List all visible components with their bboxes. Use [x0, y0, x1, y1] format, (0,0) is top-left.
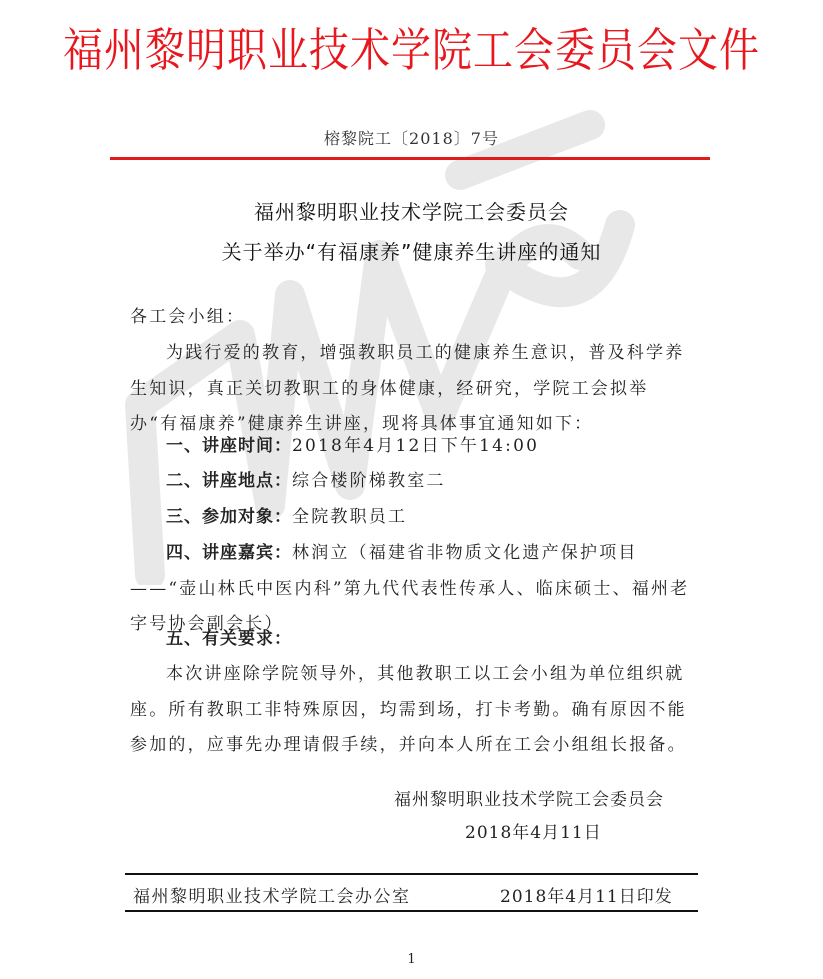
- item-value: 2018年4月12日下午14:00: [292, 436, 540, 456]
- signature-organization: 福州黎明职业技术学院工会委员会: [394, 790, 664, 810]
- document-masthead: 福州黎明职业技术学院工会委员会文件: [63, 24, 760, 78]
- requirements-paragraph: 本次讲座除学院领导外，其他教职工以工会小组为单位组织就座。所有教职工非特殊原因，均需到场，打卡考勤。确有原因不能参加的，应事先办理请假手续，并向本人所在工会小组组长报备。: [130, 664, 687, 755]
- greeting: 各工会小组：: [130, 307, 246, 327]
- item-value: 林润立（福建省非物质文化遗产保护项目——“壶山林氏中医内科”第九代代表性传承人、临床硕士、福州老字号协会副会长）: [130, 543, 690, 634]
- notice-title-line1: 福州黎明职业技术学院工会委员会: [254, 200, 569, 224]
- footer-issuer: 福州黎明职业技术学院工会办公室: [133, 887, 411, 907]
- item-label: 二、讲座地点：: [166, 471, 292, 491]
- item-lecture-time: [130, 429, 690, 465]
- red-divider: [110, 157, 710, 160]
- signature-date: 2018年4月11日: [465, 823, 602, 843]
- item-label: 五、有关要求：: [166, 629, 292, 649]
- notice-title-line2: 关于举办“有福康养”健康养生讲座的通知: [221, 240, 602, 264]
- document-number: 榕黎院工〔2018〕7号: [324, 129, 499, 148]
- item-label: 四、讲座嘉宾：: [166, 543, 292, 563]
- intro-paragraph: 为践行爱的教育，增强教职员工的健康养生意识，普及科学养生知识，真正关切教职工的身体健康，经研究，学院工会拟举办“有福康养”健康养生讲座，现将具体事宜通知如下：: [130, 343, 685, 434]
- item-value: 综合楼阶梯教室二: [292, 471, 446, 491]
- item-value: 全院教职员工: [292, 507, 408, 527]
- item-lecture-location: [130, 464, 690, 500]
- footer-top-rule: [125, 873, 698, 875]
- page-number: 1: [407, 952, 416, 967]
- item-label: 一、讲座时间：: [166, 436, 292, 456]
- item-label: 三、参加对象：: [166, 507, 292, 527]
- item-requirements-heading: [130, 622, 690, 658]
- footer-issue-date: 2018年4月11日印发: [500, 887, 673, 907]
- footer-bottom-rule: [125, 910, 698, 912]
- item-participants: [130, 500, 690, 536]
